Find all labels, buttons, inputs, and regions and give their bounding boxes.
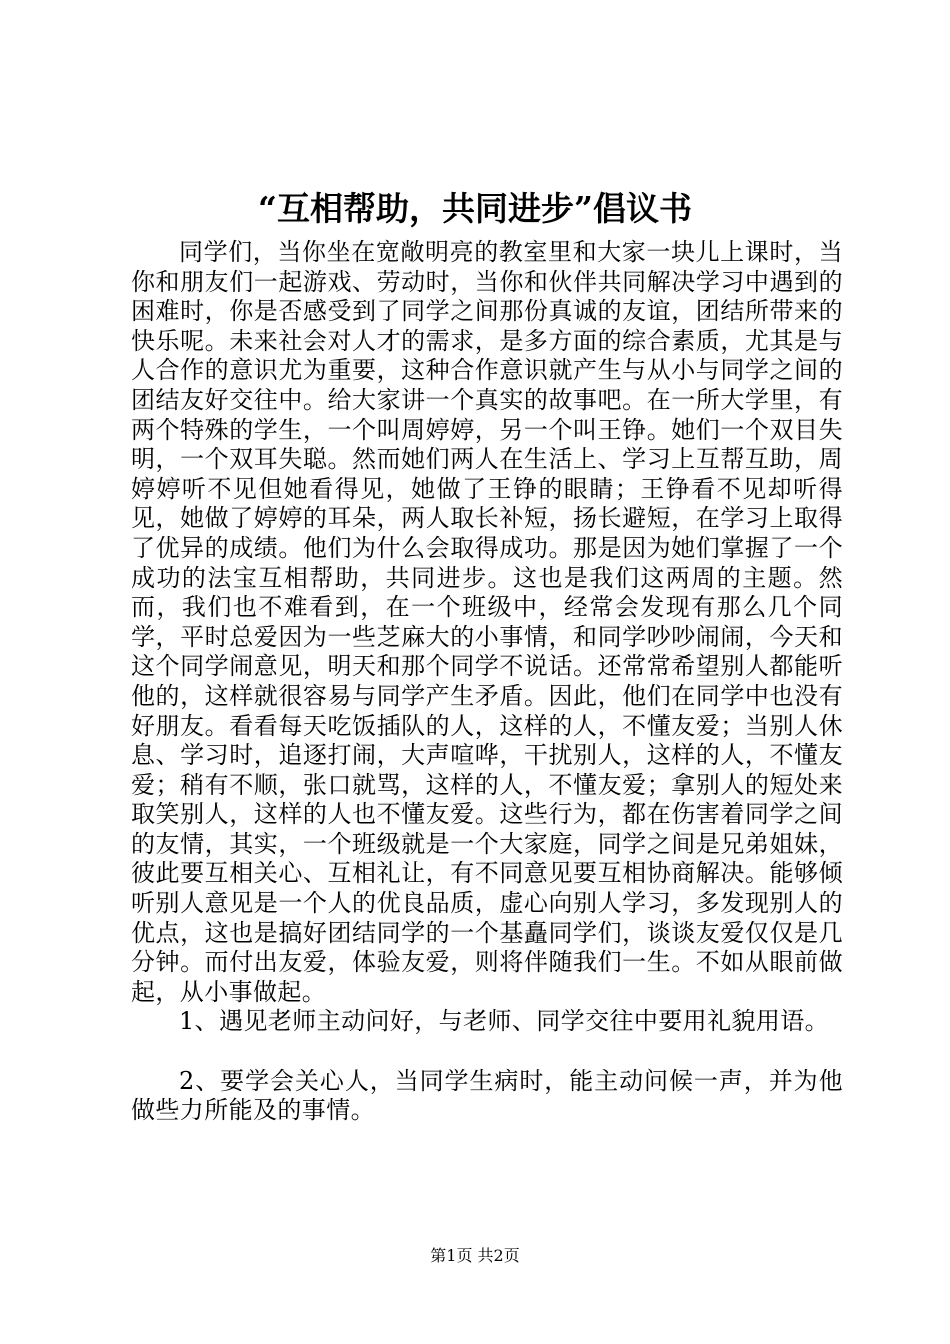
document-body xyxy=(131,238,843,1126)
paragraph-intro: 同学们，当你坐在宽敞明亮的教室里和大家一块儿上课时，当你和朋友们一起游戏、劳动时，当你和伙伴共同解决学习中遇到的困难时，你是否感受到了同学之间那份真诚的友谊，团结所带来的快乐呢。未来社会对人才的需求，是多方面的综合素质，尤其是与人合作的意识尤为重要，这种合作意识就产生与从小与同学之间的团结友好交往中。给大家讲一个真实的故事吧。在一所大学里，有两个特殊的学生，一个叫周婷婷，另一个叫王铮。她们一个双目失明，一个双耳失聪。然而她们两人在生活上、学习上互帮互助，周婷婷听不见但她看得见，她做了王铮的眼睛；王铮看不见却听得见，她做了婷婷的耳朵，两人取长补短，扬长避短，在学习上取得了优异的成绩。他们为什么会取得成功。那是因为她们掌握了一个成功的法宝互相帮助，共同进步。这也是我们这两周的主题。然而，我们也不难看到，在一个班级中，经常会发现有那么几个同学，平时总爱因为一些芝麻大的小事情，和同学吵吵闹闹，今天和这个同学闹意见，明天和那个同学不说话。还常常希望别人都能听他的，这样就很容易与同学产生矛盾。因此，他们在同学中也没有好朋友。看看每天吃饭插队的人，这样的人，不懂友爱；当别人休息、学习时，追逐打闹，大声喧哗，干扰别人，这样的人，不懂友爱；稍有不顺，张口就骂，这样的人，不懂友爱；拿别人的短处来取笑别人，这样的人也不懂友爱。这些行为，都在伤害着同学之间的友情，其实，一个班级就是一个大家庭，同学之间是兄弟姐妹，彼此要互相关心、互相礼让，有不同意见要互相协商解决。能够倾听别人意见是一个人的优良品质，虚心向别人学习，多发现别人的优点，这也是搞好团结同学的一个基矗同学们，谈谈友爱仅仅是几分钟。而付出友爱，体验友爱，则将伴随我们一生。不如从眼前做起，从小事做起。 xyxy=(131,238,843,1006)
document-title: “互相帮助，共同进步”倡议书 xyxy=(258,189,692,228)
paragraph-item-2: 2、要学会关心人，当同学生病时，能主动问候一声，并为他做些力所能及的事情。 xyxy=(131,1066,843,1125)
paragraph-item-1: 1、遇见老师主动问好，与老师、同学交往中要用礼貌用语。 xyxy=(179,1007,830,1036)
page-number-footer: 第1页 共2页 xyxy=(430,1246,520,1265)
